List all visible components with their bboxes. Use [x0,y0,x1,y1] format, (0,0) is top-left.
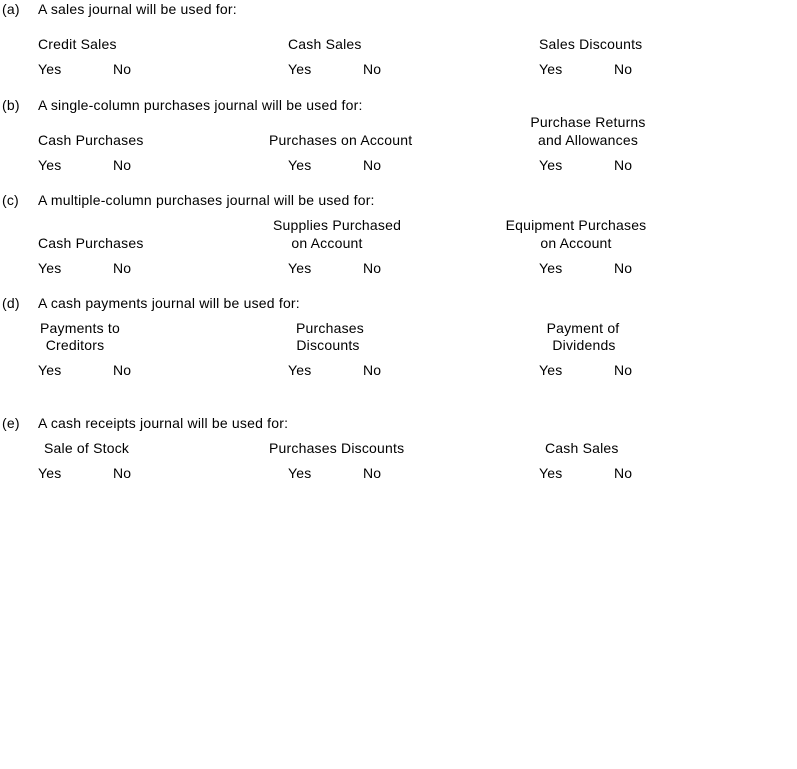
question-d-option-1-label-line-2: Creditors [45,337,105,353]
question-e-option-1-no[interactable]: No [113,465,132,481]
question-e-letter: (e) [2,415,20,431]
question-b-option-2-no[interactable]: No [363,157,382,173]
question-c-option-3-label-line-2: on Account [540,235,612,251]
question-d-option-3-label-line-2: Dividends [552,337,616,353]
question-c-option-3-yes[interactable]: Yes [539,260,563,276]
question-d-option-1-label-line-1: Payments to [39,320,120,336]
question-c-option-2-label-line-1: Supplies Purchased [272,217,402,233]
question-a-prompt: A sales journal will be used for: [38,1,237,17]
question-c-option-1-yes[interactable]: Yes [38,260,62,276]
question-a-letter: (a) [2,1,20,17]
question-a-option-2-yes[interactable]: Yes [288,61,312,77]
question-d-option-3-no[interactable]: No [614,362,633,378]
question-a-option-3-label: Sales Discounts [539,36,643,52]
question-b-option-3-label-line-1: Purchase Returns [530,114,646,130]
question-b-option-3-label-line-2: and Allowances [537,132,639,148]
question-d-option-2-label-line-1: Purchases [296,320,364,336]
question-b-option-1-no[interactable]: No [113,157,132,173]
question-d-prompt: A cash payments journal will be used for: [38,295,300,311]
question-e-prompt: A cash receipts journal will be used for: [38,415,289,431]
question-d-option-2-no[interactable]: No [363,362,382,378]
question-e-option-1-yes[interactable]: Yes [38,465,62,481]
question-d-option-3-label-line-1: Payment of [546,320,620,336]
question-b-option-2-label: Purchases on Account [269,132,413,148]
question-c-option-3-label-line-1: Equipment Purchases [505,217,647,233]
question-b-option-2-yes[interactable]: Yes [288,157,312,173]
question-d-option-2-yes[interactable]: Yes [288,362,312,378]
question-e-option-2-yes[interactable]: Yes [288,465,312,481]
question-e-option-2-label: Purchases Discounts [269,440,405,456]
question-a-option-1-label: Credit Sales [38,36,117,52]
question-c-option-3-no[interactable]: No [614,260,633,276]
question-c-option-1-no[interactable]: No [113,260,132,276]
question-a-option-3-no[interactable]: No [614,61,633,77]
question-a-option-2-no[interactable]: No [363,61,382,77]
question-d-option-1-no[interactable]: No [113,362,132,378]
question-d-option-1-yes[interactable]: Yes [38,362,62,378]
question-e-option-1-label: Sale of Stock [44,440,130,456]
question-b-option-1-label: Cash Purchases [38,132,144,148]
question-c-option-2-label-line-2: on Account [291,235,363,251]
question-e-option-3-no[interactable]: No [614,465,633,481]
question-c-option-2-no[interactable]: No [363,260,382,276]
question-c-option-1-label: Cash Purchases [38,235,144,251]
question-b-option-3-yes[interactable]: Yes [539,157,563,173]
question-b-option-3-no[interactable]: No [614,157,633,173]
question-b-option-1-yes[interactable]: Yes [38,157,62,173]
question-a-option-3-yes[interactable]: Yes [539,61,563,77]
question-b-prompt: A single-column purchases journal will be used for: [38,97,363,113]
question-a-option-1-yes[interactable]: Yes [38,61,62,77]
question-b-letter: (b) [2,97,20,113]
question-e-option-2-no[interactable]: No [363,465,382,481]
question-c-prompt: A multiple-column purchases journal will be used for: [38,192,375,208]
question-d-letter: (d) [2,295,20,311]
question-c-letter: (c) [2,192,19,208]
question-d-option-3-yes[interactable]: Yes [539,362,563,378]
question-d-option-2-label-line-2: Discounts [296,337,360,353]
question-a-option-1-no[interactable]: No [113,61,132,77]
question-e-option-3-label: Cash Sales [545,440,619,456]
question-c-option-2-yes[interactable]: Yes [288,260,312,276]
question-e-option-3-yes[interactable]: Yes [539,465,563,481]
question-a-option-2-label: Cash Sales [288,36,362,52]
